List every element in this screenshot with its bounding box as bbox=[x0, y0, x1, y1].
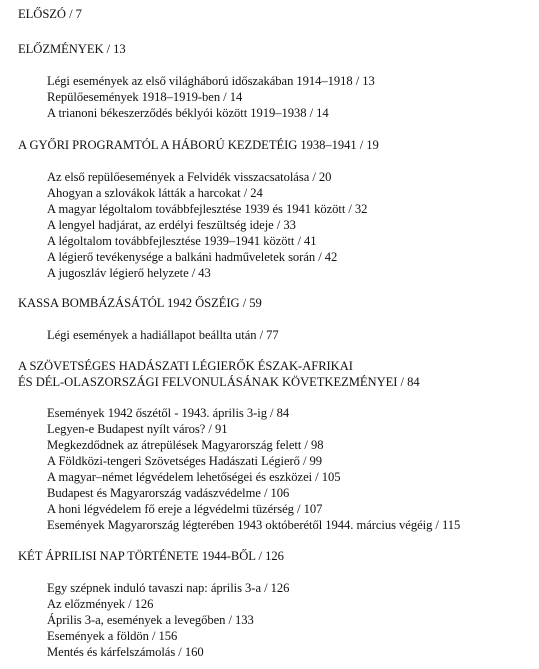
toc-entry: A légoltalom továbbfejlesztése 1939–1941 között / 41 bbox=[47, 234, 317, 248]
section-heading: A SZÖVETSÉGES HADÁSZATI LÉGIERŐK ÉSZAK-AFRIKAI bbox=[18, 359, 353, 373]
toc-entry: A magyar–német légvédelem lehetőségei és eszközei / 105 bbox=[47, 470, 341, 484]
section-heading: A GYŐRI PROGRAMTÓL A HÁBORÚ KEZDETÉIG 1938–1941 / 19 bbox=[18, 138, 379, 152]
toc-entry: Az előzmények / 126 bbox=[47, 597, 154, 611]
toc-entry: A honi légvédelem fő ereje a légvédelmi tüzérség / 107 bbox=[47, 502, 323, 516]
section-heading: KASSA BOMBÁZÁSÁTÓL 1942 ŐSZÉIG / 59 bbox=[18, 296, 262, 310]
toc-entry: Legyen-e Budapest nyílt város? / 91 bbox=[47, 422, 228, 436]
toc-entry: Az első repülőesemények a Felvidék visszacsatolása / 20 bbox=[47, 170, 332, 184]
toc-entry: A trianoni békeszerződés béklyói között 1919–1938 / 14 bbox=[47, 106, 329, 120]
toc-entry: A jugoszláv légierő helyzete / 43 bbox=[47, 266, 211, 280]
section-heading: ÉS DÉL-OLASZORSZÁGI FELVONULÁSÁNAK KÖVETKEZMÉNYEI / 84 bbox=[18, 375, 420, 389]
toc-entry: Események 1942 őszétől - 1943. április 3-ig / 84 bbox=[47, 406, 290, 420]
toc-entry: Események a földön / 156 bbox=[47, 629, 178, 643]
toc-entry: Április 3-a, események a levegőben / 133 bbox=[47, 613, 254, 627]
toc-entry: Repülőesemények 1918–1919-ben / 14 bbox=[47, 90, 243, 104]
toc-entry: A légierő tevékenysége a balkáni hadműveletek során / 42 bbox=[47, 250, 338, 264]
section-heading: KÉT ÁPRILISI NAP TÖRTÉNETE 1944-BŐL / 126 bbox=[18, 549, 284, 563]
toc-entry: Légi események a hadiállapot beállta után / 77 bbox=[47, 328, 279, 342]
toc-entry: A magyar légoltalom továbbfejlesztése 1939 és 1941 között / 32 bbox=[47, 202, 368, 216]
toc-entry: Események Magyarország légterében 1943 októberétől 1944. március végéig / 115 bbox=[47, 518, 461, 532]
toc-entry: Megkezdődnek az átrepülések Magyarország felett / 98 bbox=[47, 438, 324, 452]
toc-entry: Egy szépnek induló tavaszi nap: április 3-a / 126 bbox=[47, 581, 290, 595]
section-heading: ELŐSZÓ / 7 bbox=[18, 7, 82, 21]
toc-entry: Légi események az első világháború időszakában 1914–1918 / 13 bbox=[47, 74, 375, 88]
toc-entry: A lengyel hadjárat, az erdélyi feszültség ideje / 33 bbox=[47, 218, 296, 232]
toc-entry: Budapest és Magyarország vadászvédelme / 106 bbox=[47, 486, 290, 500]
toc-entry: A Földközi-tengeri Szövetséges Hadászati Légierő / 99 bbox=[47, 454, 323, 468]
toc-entry: Ahogyan a szlovákok látták a harcokat / 24 bbox=[47, 186, 263, 200]
toc-entry: Mentés és kárfelszámolás / 160 bbox=[47, 645, 204, 659]
section-heading: ELŐZMÉNYEK / 13 bbox=[18, 42, 126, 56]
